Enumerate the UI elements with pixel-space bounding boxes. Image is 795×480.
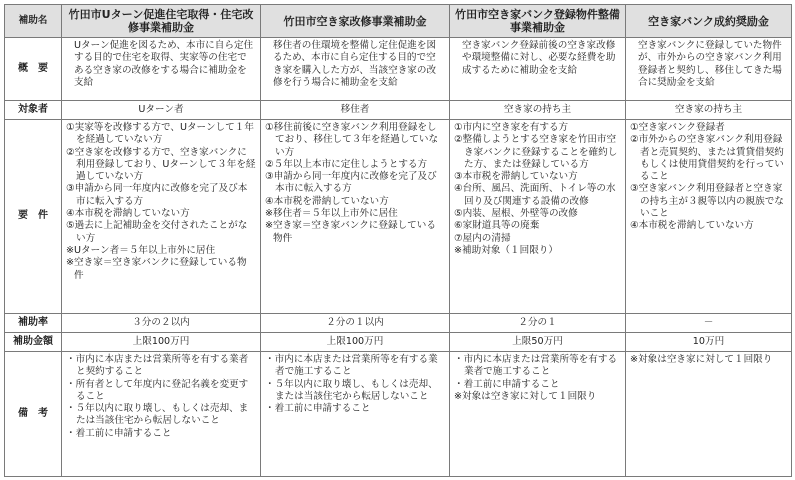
requirements-cell-akiya-bank-seibi: [450, 120, 626, 314]
requirement-note: ※Uターン者＝５年以上市外に居住: [66, 244, 216, 256]
requirement-item: ⑤内装、屋根、外壁等の改修: [454, 208, 578, 220]
remarks-cell-akiya-kaishu: [261, 352, 450, 477]
subsidy-rate-cell: ２分の１以内: [261, 314, 450, 333]
requirement-item: ①実家等を改修する方で、Uターンして１年を経過していない方: [66, 122, 254, 146]
requirement-item: ④本市税を滞納していない方: [265, 195, 389, 207]
remark-item: ※対象は空き家に対して１回限り: [454, 390, 597, 402]
requirement-item: ③申請から同一年度内に改修を完了及び本市に転入する方: [66, 183, 248, 207]
remark-item: ・市内に本店または営業所等を有する業者で施工すること: [454, 354, 618, 378]
requirement-item: ④本市税を滞納していない方: [66, 208, 190, 220]
remark-item: ・所有者として年度内に登記名義を変更すること: [66, 378, 249, 402]
requirements-cell-uturn: [62, 120, 261, 314]
subsidy-amount-label: 補助金額: [5, 333, 62, 352]
target-cell: 空き家の持ち主: [450, 101, 626, 120]
requirement-item: ④台所、風呂、洗面所、トイレ等の水回り及び関連する設備の改修: [454, 183, 616, 207]
subsidy-rate-label: 補助率: [5, 314, 62, 333]
remark-item: ・市内に本店または営業所等を有する業者で施工すること: [265, 354, 438, 378]
requirement-item: ①空き家バンク登録者: [630, 122, 725, 133]
requirement-note: ※空き家＝空き家バンクに登録している物件: [265, 220, 436, 244]
requirement-item: ③本市税を滞納していない方: [454, 171, 578, 183]
remark-item: ・５年以内に取り壊し、もしくは売却、または当該住宅から転居しないこと: [66, 403, 249, 427]
requirements-label: 要 件: [5, 120, 62, 314]
overview-cell: 移住者の住環境を整備し定住促進を図るため、本市に自ら定住する目的で空き家を購入した方が、当該空き家の改修を行う場合に補助金を支給: [261, 38, 450, 101]
subsidy-rate-cell: ３分の２以内: [62, 314, 261, 333]
requirement-note: ※移住者＝５年以上市外に居住: [265, 208, 398, 220]
requirement-item: ①移住前後に空き家バンク利用登録をしており、移住して３年を経過していない方: [265, 122, 439, 158]
requirement-item: ②空き家を改修する方で、空き家バンクに利用登録しており、Uターンして３年を経過していない方: [66, 146, 256, 183]
column-header-akiya-bank-seibi: 竹田市空き家バンク登録物件整備事業補助金: [450, 5, 626, 38]
subsidy-rate-cell: ２分の１: [450, 314, 626, 333]
requirements-cell-akiya-kaishu: [261, 120, 450, 314]
requirement-item: ③申請から同一年度内に改修を完了及び本市に転入する方: [265, 171, 437, 195]
subsidy-rate-row: [5, 314, 792, 333]
target-cell: Uターン者: [62, 101, 261, 120]
subsidy-amount-cell: 上限100万円: [62, 333, 261, 352]
remark-item: ※対象は空き家に対して１回限り: [630, 354, 773, 365]
column-header-seiyaku-shoureikin: 空き家バンク成約奨励金: [626, 5, 792, 38]
remark-item: ・着工前に申請すること: [265, 403, 371, 415]
overview-row: [5, 38, 792, 101]
target-cell: 空き家の持ち主: [626, 101, 792, 120]
subsidy-rate-cell: －: [626, 314, 792, 333]
requirement-item: ③空き家バンク利用登録者と空き家の持ち主が３親等以内の親族でないこと: [630, 183, 784, 220]
header-row: [5, 5, 792, 38]
requirement-item: ⑥家財道具等の廃棄: [454, 220, 540, 232]
subsidy-amount-cell: 10万円: [626, 333, 792, 352]
overview-cell: Uターン促進を図るため、本市に自ら定住する目的で住宅を取得、実家等の住宅である空き家の改修をする場合に補助金を支給: [62, 38, 261, 101]
requirement-item: ⑦屋内の清掃: [454, 232, 511, 244]
requirements-row: [5, 120, 792, 314]
overview-label: 概 要: [5, 38, 62, 101]
target-row: [5, 101, 792, 120]
subsidy-amount-cell: 上限50万円: [450, 333, 626, 352]
subsidy-amount-row: [5, 333, 792, 352]
subsidy-amount-cell: 上限100万円: [261, 333, 450, 352]
requirement-item: ①市内に空き家を有する方: [454, 122, 569, 133]
requirement-note: ※空き家＝空き家バンクに登録している物件: [66, 257, 247, 281]
column-header-akiya-kaishu: 竹田市空き家改修事業補助金: [261, 5, 450, 38]
requirement-note: ※補助対象（１回限り）: [454, 244, 558, 256]
remark-item: ・５年以内に取り壊し、もしくは売却、または当該住宅から転居しないこと: [265, 378, 438, 402]
requirement-item: ④本市税を滞納していない方: [630, 220, 754, 232]
remarks-cell-seiyaku-shoureikin: [626, 352, 792, 477]
remark-item: ・着工前に申請すること: [454, 378, 560, 390]
requirements-cell-seiyaku-shoureikin: [626, 120, 792, 314]
overview-cell: 空き家バンクに登録していた物件が、市外からの空き家バンク利用登録者と契約し、移住してきた場合に奨励金を支給: [626, 38, 792, 101]
requirement-item: ②整備しようとする空き家を竹田市空き家バンクに登録することを確約した方、または登録している方: [454, 134, 618, 170]
requirement-item: ⑤過去に上記補助金を交付されたことがない方: [66, 220, 248, 244]
overview-cell: 空き家バンク登録前後の空き家改修や環境整備に対し、必要な経費を助成するために補助金を支給: [450, 38, 626, 101]
remarks-row: [5, 352, 792, 477]
remarks-cell-uturn: [62, 352, 261, 477]
requirement-item: ②市外からの空き家バンク利用登録者と売買契約、または賃貸借契約もしくは使用貸借契約を行っていること: [630, 134, 784, 183]
target-label: 対象者: [5, 101, 62, 120]
remark-item: ・着工前に申請すること: [66, 427, 172, 439]
target-cell: 移住者: [261, 101, 450, 120]
remark-item: ・市内に本店または営業所等を有する業者と契約すること: [66, 354, 249, 378]
remarks-label: 備 考: [5, 352, 62, 477]
remarks-cell-akiya-bank-seibi: [450, 352, 626, 477]
column-header-uturn: 竹田市Uターン促進住宅取得・住宅改修事業補助金: [62, 5, 261, 38]
corner-label: 補助名: [5, 5, 62, 38]
requirement-item: ②５年以上本市に定住しようとする方: [265, 158, 428, 170]
subsidy-table: [4, 4, 792, 477]
